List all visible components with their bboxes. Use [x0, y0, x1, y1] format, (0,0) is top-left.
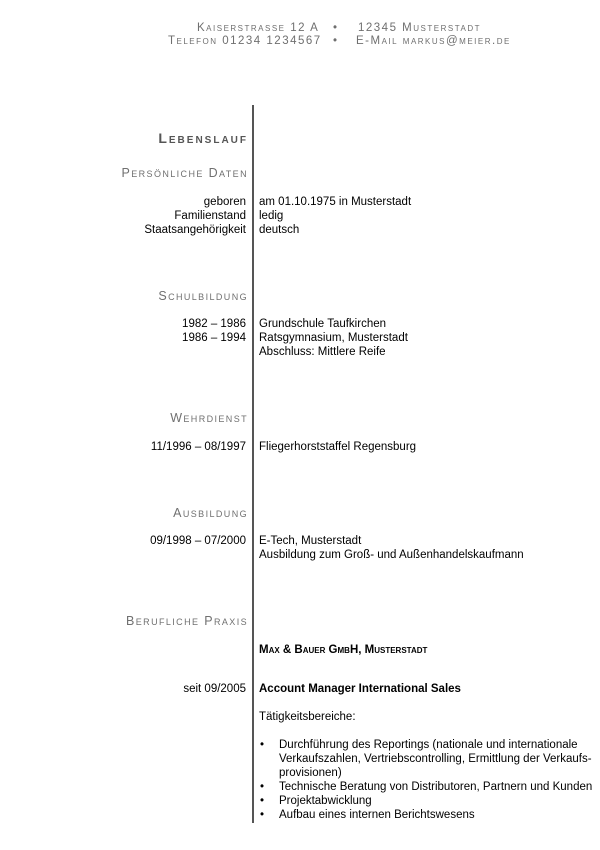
vertical-divider: [252, 105, 254, 823]
job-title: Account Manager International Sales: [259, 683, 461, 695]
list-item: • Projektabwicklung: [259, 794, 600, 808]
section-heading-school: Schulbildung: [158, 289, 248, 303]
label-nationality: Staatsangehörigkeit: [144, 224, 246, 236]
separator-dot: •: [333, 22, 339, 34]
label-marital-status: Familienstand: [174, 210, 246, 222]
training-period: 09/1998 – 07/2000: [150, 535, 246, 547]
cv-title: Lebenslauf: [158, 130, 248, 146]
school-name: Ratsgymnasium, Musterstadt: [259, 332, 408, 344]
value-nationality: deutsch: [259, 224, 300, 236]
phone-number: Telefon 01234 1234567: [168, 35, 322, 47]
address-city: 12345 Musterstadt: [358, 22, 481, 34]
address-street: Kaiserstrasse 12 A: [197, 22, 320, 34]
list-item-text: Verkaufszahlen, Vertriebscontrolling, Ermittlung der Verkaufs-: [279, 753, 592, 765]
section-heading-military: Wehrdienst: [170, 411, 248, 425]
section-heading-practice: Berufliche Praxis: [126, 614, 248, 628]
value-marital-status: ledig: [259, 210, 284, 222]
label-birth: geboren: [203, 196, 246, 208]
list-item-text: • Durchführung des Reportings (nationale und internationale: [279, 739, 578, 751]
school-degree: Abschluss: Mittlere Reife: [259, 346, 386, 358]
section-heading-personal: Persönliche Daten: [121, 166, 248, 180]
section-heading-training: Ausbildung: [173, 506, 248, 520]
school-period: 1982 – 1986: [182, 318, 246, 330]
list-item: • Technische Beratung von Distributoren, Partnern und Kunden: [259, 780, 600, 794]
email-address: E-Mail markus@meier.de: [356, 35, 511, 47]
military-unit: Fliegerhorststaffel Regensburg: [259, 441, 417, 453]
responsibilities-list: [259, 738, 600, 822]
school-name: Grundschule Taufkirchen: [259, 318, 386, 330]
responsibilities-label: Tätigkeitsbereiche:: [259, 711, 356, 723]
separator-dot: •: [333, 35, 339, 47]
employer-name: Max & Bauer GmbH, Musterstadt: [259, 644, 428, 656]
school-period: 1986 – 1994: [182, 332, 246, 344]
list-item: [259, 738, 600, 780]
list-item: • Aufbau eines internen Berichtswesens: [259, 808, 600, 822]
training-company: E-Tech, Musterstadt: [259, 535, 362, 547]
job-period: seit 09/2005: [183, 683, 246, 695]
training-description: Ausbildung zum Groß- und Außenhandelskaufmann: [259, 549, 524, 561]
list-item-text: provisionen): [279, 767, 342, 779]
value-birth: am 01.10.1975 in Musterstadt: [259, 196, 412, 208]
military-period: 11/1996 – 08/1997: [150, 441, 246, 453]
